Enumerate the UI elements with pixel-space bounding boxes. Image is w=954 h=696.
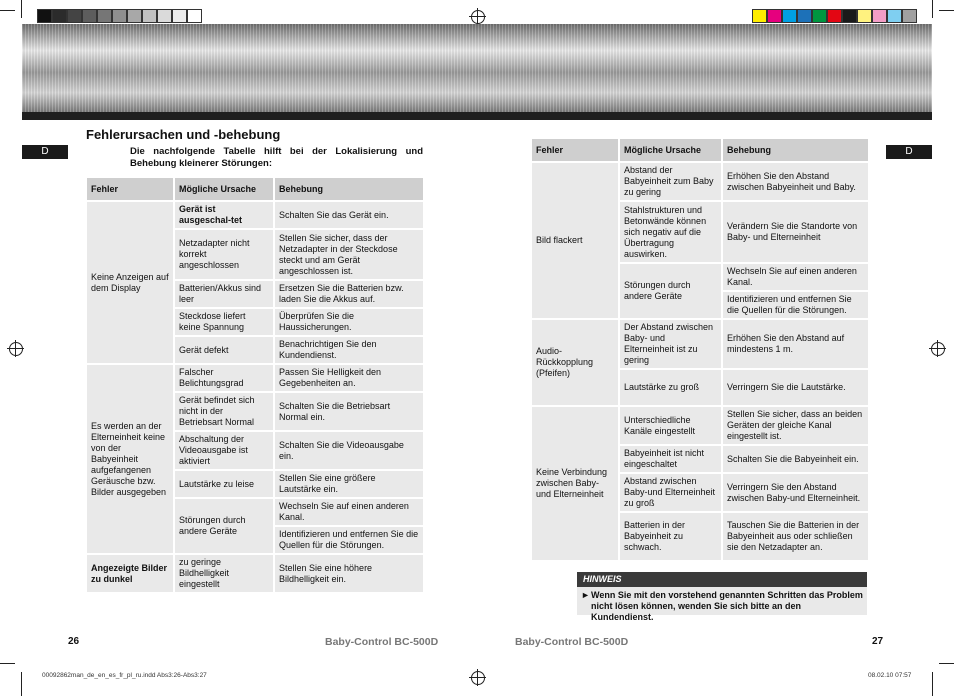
header-cause: Mögliche Ursache [174,177,274,201]
color-swatch [97,9,112,23]
color-swatch [797,9,812,23]
color-swatch [857,9,872,23]
cause-cell: Gerät befindet sich nicht in der Betriebsart Normal [174,392,274,431]
header-fault: Fehler [531,138,619,162]
fix-cell: Schalten Sie die Babyeinheit ein. [722,445,869,473]
header-cause: Mögliche Ursache [619,138,722,162]
cause-cell: Lautstärke zu groß [619,369,722,406]
header-fix: Behebung [274,177,424,201]
fix-cell: Stellen Sie eine größere Lautstärke ein. [274,470,424,498]
fault-cell: Bild flackert [531,162,619,319]
crop-mark [0,663,15,664]
color-swatch [37,9,52,23]
product-name-right: Baby-Control BC-500D [515,636,629,648]
file-info: 00092862man_de_en_es_fr_pl_ru.indd Abs3:26-Abs3:27 [42,672,207,679]
cause-cell: Abstand der Babyeinheit zum Baby zu gering [619,162,722,201]
fix-cell: Stellen Sie eine höhere Bildhelligkeit ein. [274,554,424,593]
fix-cell: Passen Sie Helligkeit den Gegebenheiten an. [274,364,424,392]
fault-cell: Keine Verbindung zwischen Baby- und Elterneinheit [531,406,619,561]
fix-cell: Ersetzen Sie die Batterien bzw. laden Sie die Akkus auf. [274,280,424,308]
fix-cell: Verringern Sie die Lautstärke. [722,369,869,406]
header-banner-bar [22,112,932,120]
cause-cell: Babyeinheit ist nicht eingeschaltet [619,445,722,473]
fault-cell: Keine Anzeigen auf dem Display [86,201,174,364]
fault-cell: Angezeigte Bilder zu dunkel [86,554,174,593]
color-swatch [827,9,842,23]
troubleshooting-table-left [85,176,425,594]
color-swatch [157,9,172,23]
print-date: 08.02.10 07:57 [868,672,912,679]
cause-cell: Stahlstrukturen und Betonwände können sich negativ auf die Übertragung auswirken. [619,201,722,263]
cause-cell: Steckdose liefert keine Spannung [174,308,274,336]
fix-cell: Schalten Sie die Videoausgabe ein. [274,431,424,470]
cause-cell: Gerät ist ausgeschal-tet [174,201,274,229]
cause-cell: Gerät defekt [174,336,274,364]
fix-cell: Überprüfen Sie die Haussicherungen. [274,308,424,336]
color-swatch [172,9,187,23]
page-title: Fehlerursachen und -behebung [86,127,281,142]
fix-cell: Wechseln Sie auf einen anderen Kanal. [722,263,869,291]
color-swatch [52,9,67,23]
registration-mark-icon [471,671,485,685]
crop-mark [932,0,933,18]
crop-mark [0,10,15,11]
fix-cell: Schalten Sie das Gerät ein. [274,201,424,229]
color-swatch [187,9,202,23]
fix-cell: Wechseln Sie auf einen anderen Kanal. [274,498,424,526]
product-name-left: Baby-Control BC-500D [325,636,439,648]
crop-mark [939,663,954,664]
intro-text: Die nachfolgende Tabelle hilft bei der Lokalisierung und Behebung kleinerer Störungen: [130,146,423,169]
color-swatch [887,9,902,23]
registration-mark-icon [931,342,945,356]
color-swatch [127,9,142,23]
color-swatch [142,9,157,23]
note-title: HINWEIS [577,572,867,587]
page-number-left: 26 [68,636,80,647]
color-swatch [842,9,857,23]
registration-mark-icon [471,10,485,24]
cause-cell: Batterien in der Babyeinheit zu schwach. [619,512,722,561]
fix-cell: Tauschen Sie die Batterien in der Babyeinheit aus oder schließen sie den Netzadapter an. [722,512,869,561]
cause-cell: Netzadapter nicht korrekt angeschlossen [174,229,274,280]
cause-cell: Batterien/Akkus sind leer [174,280,274,308]
registration-mark-icon [9,342,23,356]
cause-cell: zu geringe Bildhelligkeit eingestellt [174,554,274,593]
troubleshooting-table-right [530,137,870,562]
fix-cell: Verändern Sie die Standorte von Baby- und Elterneinheit [722,201,869,263]
color-swatch [902,9,917,23]
color-swatch [752,9,767,23]
cause-cell: Lautstärke zu leise [174,470,274,498]
color-swatch [872,9,887,23]
cause-cell: Abschaltung der Videoausgabe ist aktiviert [174,431,274,470]
cause-cell: Abstand zwischen Baby-und Elterneinheit zu groß [619,473,722,512]
header-fix: Behebung [722,138,869,162]
fix-cell: Identifizieren und entfernen Sie die Quellen für die Störungen. [274,526,424,554]
header-banner [22,24,932,112]
cause-cell: Falscher Belichtungsgrad [174,364,274,392]
fix-cell: Identifizieren und entfernen Sie die Quellen für die Störungen. [722,291,869,319]
color-swatch [67,9,82,23]
note-text: Wenn Sie mit den vorstehend genannten Schritten das Problem nicht lösen können, wenden Sie sich bitte an den Kundendienst. [591,590,863,622]
fault-cell: Audio-Rückkopplung (Pfeifen) [531,319,619,406]
cause-cell: Der Abstand zwischen Baby- und Elterneinheit ist zu gering [619,319,722,369]
section-tab-right: D [886,145,932,159]
crop-mark [939,10,954,11]
crop-mark [932,672,933,696]
fix-cell: Erhöhen Sie den Abstand auf mindestens 1 m. [722,319,869,369]
arrow-right-icon: ► [581,590,590,600]
fix-cell: Schalten Sie die Betriebsart Normal ein. [274,392,424,431]
fault-cell: Es werden an der Elterneinheit keine von der Babyeinheit aufgefangenen Geräusche bzw. Bilder ausgegeben [86,364,174,554]
page-number-right: 27 [872,636,884,647]
color-swatch [112,9,127,23]
cause-cell: Störungen durch andere Geräte [174,498,274,554]
fix-cell: Verringern Sie den Abstand zwischen Baby-und Elterneinheit. [722,473,869,512]
fix-cell: Erhöhen Sie den Abstand zwischen Babyeinheit und Baby. [722,162,869,201]
color-swatch [767,9,782,23]
section-tab-left: D [22,145,68,159]
crop-mark [21,0,22,18]
color-swatch [782,9,797,23]
fix-cell: Stellen Sie sicher, dass der Netzadapter in der Steckdose steckt und am Gerät angeschlossen ist. [274,229,424,280]
fix-cell: Benachrichtigen Sie den Kundendienst. [274,336,424,364]
crop-mark [21,672,22,696]
note-box [577,587,867,622]
header-fault: Fehler [86,177,174,201]
cause-cell: Unterschiedliche Kanäle eingestellt [619,406,722,445]
color-swatch [82,9,97,23]
color-swatch [812,9,827,23]
fix-cell: Stellen Sie sicher, dass an beiden Geräten der gleiche Kanal eingestellt ist. [722,406,869,445]
cause-cell: Störungen durch andere Geräte [619,263,722,319]
